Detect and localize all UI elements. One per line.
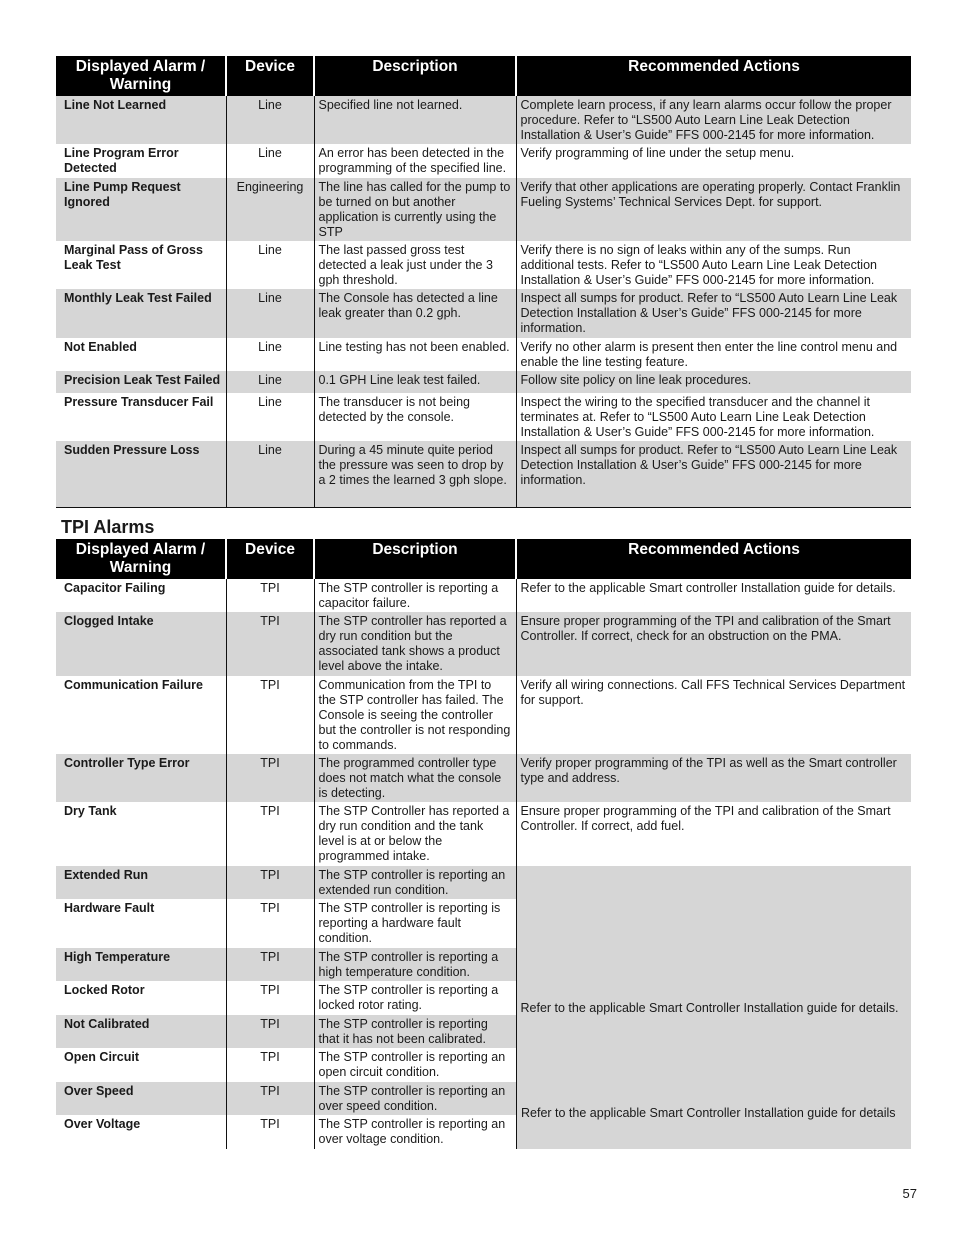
header-device: Device	[226, 539, 314, 579]
table-row	[56, 866, 911, 899]
description: During a 45 minute quite period the pressure was seen to drop by a 2 times the learned 3 gph slope.	[314, 441, 516, 507]
table-row	[56, 579, 911, 612]
device: Line	[226, 96, 314, 144]
recommended-action: Verify programming of line under the setup menu.	[516, 144, 911, 178]
alarm-name: Not Calibrated	[56, 1015, 226, 1048]
alarm-name: Monthly Leak Test Failed	[56, 289, 226, 338]
description: The STP controller is reporting is reporting a hardware fault condition.	[314, 899, 516, 948]
description: 0.1 GPH Line leak test failed.	[314, 371, 516, 393]
device: TPI	[226, 754, 314, 802]
tpi-alarms-heading: TPI Alarms	[61, 517, 155, 537]
alarm-name: Hardware Fault	[64, 901, 155, 915]
recommended-action: Inspect the wiring to the specified transducer and the channel it terminates at. Refer to “LS500 Auto Learn Line Leak Detection Installation & User’s Guide” FFS 000-2145 for more information.	[516, 393, 911, 441]
header-actions: Recommended Actions	[516, 539, 911, 579]
recommended-action: Verify no other alarm is present then enter the line control menu and enable the line testing feature.	[516, 338, 911, 371]
description: Communication from the TPI to the STP controller has failed. The Console is seeing the controller but the controller is not responding to commands.	[314, 676, 516, 754]
recommended-action: Inspect all sumps for product. Refer to “LS500 Auto Learn Line Leak Detection Installation & User’s Guide” FFS 000-2145 for more information.	[516, 289, 911, 338]
alarm-name: Not Enabled	[64, 340, 137, 354]
description: The programmed controller type does not match what the console is detecting.	[314, 754, 516, 802]
device: TPI	[226, 866, 314, 899]
alarm-name: Pressure Transducer Fail	[64, 395, 214, 409]
table-row	[56, 371, 911, 393]
recommended-action: Follow site policy on line leak procedures.	[516, 371, 911, 393]
alarm-name: Precision Leak Test Failed	[56, 371, 226, 393]
table-header-row	[56, 539, 911, 579]
alarm-name: Extended Run	[56, 866, 226, 899]
header-device: Device	[226, 56, 314, 96]
table-row	[56, 754, 911, 802]
device: Line	[226, 289, 314, 338]
line-alarms-table	[56, 56, 911, 508]
alarm-name: Line Not Learned	[56, 96, 226, 144]
alarm-name: Controller Type Error	[56, 754, 226, 802]
device: TPI	[226, 899, 314, 948]
description: The STP controller is reporting an over speed condition.	[314, 1082, 516, 1115]
device: Line	[226, 371, 314, 393]
description: The STP controller is reporting an extended run condition.	[314, 866, 516, 899]
description: Specified line not learned.	[314, 96, 516, 144]
device: TPI	[226, 676, 314, 754]
device: TPI	[226, 612, 314, 676]
alarm-name: Communication Failure	[64, 678, 203, 692]
alarm-name: Capacitor Failing	[64, 581, 166, 595]
device: Engineering	[226, 178, 314, 241]
recommended-action: Verify proper programming of the TPI as well as the Smart controller type and address.	[516, 754, 911, 802]
device: Line	[226, 241, 314, 289]
alarm-name: Sudden Pressure Loss	[56, 441, 226, 507]
device: TPI	[226, 1115, 314, 1149]
device: Line	[226, 441, 314, 507]
secondary-action-text: Refer to the applicable Smart Controller Installation guide for details	[521, 1106, 896, 1120]
page-number: 57	[902, 1186, 917, 1201]
description: The STP controller has reported a dry run condition but the associated tank shows a product level above the intake.	[314, 612, 516, 676]
description: An error has been detected in the programming of the specified line.	[314, 144, 516, 178]
description: Line testing has not been enabled.	[314, 338, 516, 371]
description: The STP controller is reporting a capacitor failure.	[314, 579, 516, 612]
recommended-action: Complete learn process, if any learn alarms occur follow the proper procedure. Refer to “LS500 Auto Learn Line Leak Detection Installation & User’s Guide” FFS 000-2145 for more information.	[516, 96, 911, 144]
alarm-name: Dry Tank	[64, 804, 117, 818]
description: The STP controller is reporting a locked rotor rating.	[314, 981, 516, 1015]
description: The Console has detected a line leak greater than 0.2 gph.	[314, 289, 516, 338]
table-row	[56, 441, 911, 507]
recommended-action: Inspect all sumps for product. Refer to “LS500 Auto Learn Line Leak Detection Installation & User’s Guide” FFS 000-2145 for more information.	[516, 441, 911, 507]
description: The STP controller is reporting an over voltage condition.	[314, 1115, 516, 1149]
recommended-action: Verify all wiring connections. Call FFS Technical Services Department for support.	[516, 676, 911, 754]
recommended-action: Verify there is no sign of leaks within any of the sumps. Run additional tests. Refer to “LS500 Auto Learn Line Leak Detection Installation & User’s Guide” FFS 000-2145 for more information.	[516, 241, 911, 289]
table-row	[56, 393, 911, 441]
header-description: Description	[314, 539, 516, 579]
recommended-action: Refer to the applicable Smart controller Installation guide for details.	[516, 579, 911, 612]
recommended-action: Ensure proper programming of the TPI and calibration of the Smart Controller. If correct, check for an obstruction on the PMA.	[516, 612, 911, 676]
alarm-name: Line Program Error Detected	[64, 146, 179, 175]
alarm-name: Locked Rotor	[64, 983, 145, 997]
merged-action-text: Refer to the applicable Smart Controller Installation guide for details.	[520, 1001, 899, 1015]
table-row	[56, 612, 911, 676]
alarm-name: Clogged Intake	[56, 612, 226, 676]
alarm-name: High Temperature	[56, 948, 226, 981]
device: TPI	[226, 948, 314, 981]
table-header-row	[56, 56, 911, 96]
device: TPI	[226, 981, 314, 1015]
device: Line	[226, 393, 314, 441]
description: The STP Controller has reported a dry run condition and the tank level is at or below the programmed intake.	[314, 802, 516, 866]
device: Line	[226, 338, 314, 371]
alarm-name: Over Voltage	[64, 1117, 141, 1131]
table-row	[56, 289, 911, 338]
device: TPI	[226, 1048, 314, 1082]
alarm-name: Marginal Pass of Gross Leak Test	[64, 243, 203, 272]
table-row	[56, 338, 911, 371]
header-alarm: Displayed Alarm / Warning	[56, 56, 226, 96]
tpi-alarms-table	[56, 539, 911, 1149]
table-row	[56, 96, 911, 144]
header-description: Description	[314, 56, 516, 96]
header-actions: Recommended Actions	[516, 56, 911, 96]
alarm-name: Over Speed	[56, 1082, 226, 1115]
header-alarm: Displayed Alarm / Warning	[56, 539, 226, 579]
recommended-action: Ensure proper programming of the TPI and calibration of the Smart Controller. If correct, add fuel.	[516, 802, 911, 866]
description: The STP controller is reporting an open circuit condition.	[314, 1048, 516, 1082]
table-row	[56, 676, 911, 754]
description: The line has called for the pump to be turned on but another application is currently using the STP	[314, 178, 516, 241]
table-row	[56, 241, 911, 289]
device: TPI	[226, 1015, 314, 1048]
device: Line	[226, 144, 314, 178]
table-row	[56, 802, 911, 866]
description: The transducer is not being detected by the console.	[314, 393, 516, 441]
table-row	[56, 144, 911, 178]
description: The last passed gross test detected a leak just under the 3 gph threshold.	[314, 241, 516, 289]
device: TPI	[226, 802, 314, 866]
alarm-name: Line Pump Request Ignored	[56, 178, 226, 241]
description: The STP controller is reporting a high temperature condition.	[314, 948, 516, 981]
device: TPI	[226, 1082, 314, 1115]
table-row	[56, 178, 911, 241]
description: The STP controller is reporting that it has not been calibrated.	[314, 1015, 516, 1048]
device: TPI	[226, 579, 314, 612]
alarm-name: Open Circuit	[64, 1050, 140, 1064]
recommended-action: Verify that other applications are operating properly. Contact Franklin Fueling Systems’ Technical Services Dept. for support.	[516, 178, 911, 241]
